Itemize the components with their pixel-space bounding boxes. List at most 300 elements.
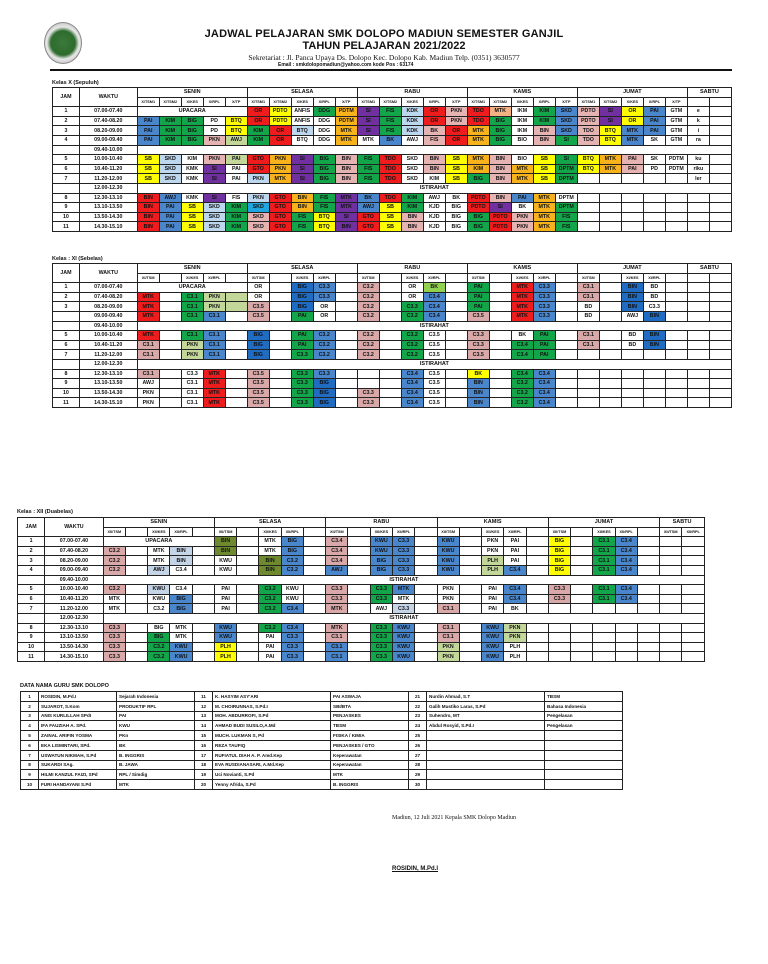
- subject-cell: C3.5: [423, 340, 445, 350]
- subject-cell: KWU: [214, 556, 236, 566]
- subject-cell: C3.1: [137, 340, 159, 350]
- break-row: ISTIRAHAT: [137, 183, 731, 193]
- subject-cell: SI: [555, 135, 577, 145]
- teacher-name: RUFIATUL DIAH A. P. Amd.Kep: [213, 750, 331, 760]
- class-xi-label: Kelas : XI (Sebelas): [52, 256, 103, 262]
- teacher-number: 6: [21, 740, 39, 750]
- subject-cell: PAI: [159, 222, 181, 232]
- subject-cell: [159, 379, 181, 389]
- subject-cell: [459, 556, 481, 566]
- subject-cell: C3.5: [247, 369, 269, 379]
- period-number: 5: [53, 155, 80, 165]
- subject-cell: C3.3: [281, 642, 303, 652]
- teacher-subject: Bahasa Indonesia: [545, 701, 623, 711]
- subject-cell: C3.3: [533, 311, 555, 321]
- table-row: [53, 369, 732, 379]
- subject-cell: BIN: [423, 164, 445, 174]
- subject-cell: [379, 398, 401, 408]
- subject-cell: BIN: [291, 193, 313, 203]
- subject-cell: [303, 633, 325, 643]
- subclass-header: XII/KES: [593, 527, 615, 537]
- subject-cell: C3.3: [103, 642, 125, 652]
- break-row: ISTIRAHAT: [103, 575, 704, 585]
- subject-cell: [445, 379, 467, 389]
- subject-cell: IKM: [511, 107, 533, 117]
- subject-cell: [348, 594, 370, 604]
- subject-cell: SI: [291, 174, 313, 184]
- subject-cell: [526, 652, 548, 662]
- teacher-subject: B. JAWA: [117, 760, 195, 770]
- subject-cell: PDTO: [269, 116, 291, 126]
- subclass-header: XI/KES: [511, 273, 533, 283]
- teacher-subject: PKn: [117, 731, 195, 741]
- subject-cell: BIG: [291, 292, 313, 302]
- subclass-header: X/TSM1: [247, 97, 269, 107]
- subject-cell: C3.1: [203, 311, 225, 321]
- subject-cell: [687, 350, 709, 360]
- subclass-header: [459, 527, 481, 537]
- subject-cell: C3.2: [357, 283, 379, 293]
- subject-cell: [269, 398, 291, 408]
- subject-cell: C3.3: [370, 652, 392, 662]
- day-header-sabtu: SABTU: [687, 88, 731, 98]
- subject-cell: BIG: [291, 283, 313, 293]
- subject-cell: [687, 212, 709, 222]
- teacher-subject: PENJASKES: [331, 711, 409, 721]
- teacher-number: 8: [21, 760, 39, 770]
- subject-cell: BTQ: [577, 155, 599, 165]
- subject-cell: [303, 537, 325, 547]
- subject-cell: ANFIS: [291, 107, 313, 117]
- subject-cell: [459, 652, 481, 662]
- subject-cell: [599, 388, 621, 398]
- subject-cell: GTO: [269, 222, 291, 232]
- subject-cell: C3.4: [326, 556, 348, 566]
- subject-cell: SI: [357, 116, 379, 126]
- subject-cell: [599, 369, 621, 379]
- subject-cell: PKN: [247, 174, 269, 184]
- subject-cell: FIS: [423, 135, 445, 145]
- subject-cell: KWU: [214, 633, 236, 643]
- subject-cell: PDTO: [467, 193, 489, 203]
- period-number: 8: [18, 623, 45, 633]
- subject-cell: PLH: [482, 565, 504, 575]
- subject-cell: SKD: [401, 164, 423, 174]
- subclass-header: XI/KES: [621, 273, 643, 283]
- column-header-waktu: WAKTU: [79, 264, 137, 283]
- subject-cell: [269, 350, 291, 360]
- subject-cell: [615, 623, 637, 633]
- subject-cell: SKD: [247, 222, 269, 232]
- subject-cell: BIN: [214, 537, 236, 547]
- period-number: 4: [18, 565, 45, 575]
- subject-cell: PAI: [159, 212, 181, 222]
- subject-cell: [709, 302, 731, 312]
- subject-cell: C3.3: [392, 565, 414, 575]
- table-row: [53, 311, 732, 321]
- teacher-number: 29: [409, 770, 427, 780]
- subject-cell: PAI: [482, 585, 504, 595]
- subject-cell: MTK: [392, 594, 414, 604]
- subject-cell: BIN: [137, 203, 159, 213]
- day-header-sabtu: SABTU: [687, 264, 731, 274]
- subject-cell: MTK: [203, 379, 225, 389]
- subject-cell: C3.3: [370, 585, 392, 595]
- subject-cell: MTK: [511, 311, 533, 321]
- subject-cell: SKD: [401, 155, 423, 165]
- period-time: 10.00-10.40: [45, 585, 104, 595]
- teacher-subject: [545, 750, 623, 760]
- subject-cell: MTK: [511, 164, 533, 174]
- subject-cell: C3.4: [504, 565, 526, 575]
- column-header-jam: JAM: [18, 518, 45, 537]
- subject-cell: GTO: [247, 155, 269, 165]
- period-time: 14.30-15.10: [79, 398, 137, 408]
- subject-cell: C3.3: [392, 556, 414, 566]
- subject-cell: SB: [137, 174, 159, 184]
- subject-cell: C3.1: [437, 604, 459, 614]
- subject-cell: SB: [181, 222, 203, 232]
- period-time: 07.40-08.20: [79, 292, 137, 302]
- subject-cell: AWJ: [357, 203, 379, 213]
- subject-cell: C3.3: [548, 585, 570, 595]
- subject-cell: C3.1: [437, 623, 459, 633]
- subject-cell: SI: [555, 155, 577, 165]
- teacher-subject: FISIKA / KIMIA: [331, 731, 409, 741]
- subject-cell: FIS: [357, 174, 379, 184]
- subject-cell: C3.4: [281, 623, 303, 633]
- subject-cell: [660, 537, 682, 547]
- teacher-subject: Keperawatan: [331, 750, 409, 760]
- subject-cell: C3.2: [148, 604, 170, 614]
- subject-cell: C3.2: [259, 604, 281, 614]
- subject-cell: [555, 331, 577, 341]
- table-row: [18, 623, 705, 633]
- subject-cell: BIG: [313, 388, 335, 398]
- teacher-name: [427, 740, 545, 750]
- subclass-header: XI/TSM: [247, 273, 269, 283]
- subject-cell: riku: [687, 164, 709, 174]
- class-xii-schedule-table: [17, 517, 705, 662]
- period-time: 09.40-10.00: [45, 575, 104, 585]
- period-number: 2: [53, 116, 80, 126]
- subject-cell: OR: [621, 116, 643, 126]
- subject-cell: MTK: [467, 126, 489, 136]
- day-header-kamis: KAMIS: [437, 518, 548, 528]
- signature-name: ROSIDIN, M.Pd.I: [392, 866, 439, 872]
- subject-cell: [192, 594, 214, 604]
- subject-cell: [379, 283, 401, 293]
- subject-cell: C3.3: [392, 537, 414, 547]
- subject-cell: [709, 388, 731, 398]
- period-number: 7: [53, 174, 80, 184]
- subclass-header: XII/RPL: [615, 527, 637, 537]
- subject-cell: [599, 174, 621, 184]
- subject-cell: [303, 546, 325, 556]
- subject-cell: C3.4: [615, 537, 637, 547]
- subject-cell: PAI: [259, 633, 281, 643]
- subject-cell: [335, 379, 357, 389]
- subject-cell: C3.2: [401, 350, 423, 360]
- subject-cell: BIG: [247, 340, 269, 350]
- subject-cell: MTK: [137, 311, 159, 321]
- subclass-header: X/TSM1: [577, 97, 599, 107]
- subject-cell: MTK: [511, 174, 533, 184]
- teacher-number: 18: [195, 760, 213, 770]
- subject-cell: KDK: [401, 116, 423, 126]
- subject-cell: [348, 537, 370, 547]
- subject-cell: [665, 340, 687, 350]
- period-time: 10.00-10.40: [79, 331, 137, 341]
- subject-cell: C3.3: [313, 292, 335, 302]
- subject-cell: [665, 311, 687, 321]
- subclass-header: XI/RPL: [533, 273, 555, 283]
- day-header-kamis: KAMIS: [467, 264, 577, 274]
- subject-cell: MTK: [137, 331, 159, 341]
- subject-cell: [577, 174, 599, 184]
- subclass-header: XII/KES: [482, 527, 504, 537]
- subject-cell: [687, 398, 709, 408]
- teacher-number: 30: [409, 780, 427, 790]
- subject-cell: [643, 203, 665, 213]
- subject-cell: C3.2: [313, 340, 335, 350]
- subject-cell: C3.1: [577, 292, 599, 302]
- subject-cell: SB: [379, 203, 401, 213]
- subject-cell: [526, 633, 548, 643]
- subject-cell: C3.1: [203, 350, 225, 360]
- subject-cell: BK: [511, 203, 533, 213]
- subclass-header: [445, 273, 467, 283]
- subject-cell: SB: [533, 155, 555, 165]
- subject-cell: MTK: [203, 388, 225, 398]
- subject-cell: MTK: [511, 283, 533, 293]
- subject-cell: [379, 302, 401, 312]
- table-row: [53, 379, 732, 389]
- subject-cell: OR: [401, 292, 423, 302]
- subject-cell: [577, 350, 599, 360]
- subject-cell: DPTM: [555, 164, 577, 174]
- subject-cell: [621, 388, 643, 398]
- subject-cell: [660, 594, 682, 604]
- subject-cell: [571, 633, 593, 643]
- subject-cell: ANFIS: [291, 116, 313, 126]
- subject-cell: [303, 642, 325, 652]
- subject-cell: [555, 302, 577, 312]
- subject-cell: [526, 585, 548, 595]
- subject-cell: [637, 585, 659, 595]
- subject-cell: [125, 594, 147, 604]
- subject-cell: [459, 633, 481, 643]
- subject-cell: AWJ: [148, 565, 170, 575]
- period-number: 6: [18, 594, 45, 604]
- subject-cell: [593, 623, 615, 633]
- subject-cell: [709, 126, 731, 136]
- subject-cell: BIG: [313, 379, 335, 389]
- subject-cell: PAI: [467, 292, 489, 302]
- table-row: [53, 203, 732, 213]
- subject-cell: MTK: [335, 203, 357, 213]
- subject-cell: [615, 633, 637, 643]
- subject-cell: [159, 311, 181, 321]
- subject-cell: KWU: [437, 565, 459, 575]
- subject-cell: [687, 203, 709, 213]
- subject-cell: C3.2: [103, 585, 125, 595]
- subject-cell: SKD: [203, 222, 225, 232]
- subject-cell: [621, 398, 643, 408]
- subject-cell: KWU: [392, 652, 414, 662]
- subject-cell: [459, 623, 481, 633]
- column-header-jam: JAM: [53, 88, 80, 107]
- subject-cell: [335, 388, 357, 398]
- teacher-number: 1: [21, 692, 39, 702]
- subject-cell: [459, 604, 481, 614]
- subject-cell: [379, 388, 401, 398]
- subject-cell: [159, 369, 181, 379]
- teacher-number: 9: [21, 770, 39, 780]
- subject-cell: BTQ: [599, 135, 621, 145]
- subject-cell: C3.3: [533, 283, 555, 293]
- subject-cell: C3.2: [148, 652, 170, 662]
- teacher-name: K. HASYIM ASY'ARI: [213, 692, 331, 702]
- period-time: 11.20-12.00: [45, 604, 104, 614]
- subject-cell: [489, 369, 511, 379]
- table-row: [53, 222, 732, 232]
- subject-cell: KWU: [437, 546, 459, 556]
- subject-cell: SB: [181, 212, 203, 222]
- subject-cell: [709, 193, 731, 203]
- subject-cell: PDTO: [467, 203, 489, 213]
- subject-cell: C3.4: [401, 388, 423, 398]
- subject-cell: GTM: [665, 135, 687, 145]
- subject-cell: C3.4: [170, 565, 192, 575]
- subject-cell: C3.5: [247, 379, 269, 389]
- subject-cell: KIM: [533, 107, 555, 117]
- subject-cell: SKD: [247, 203, 269, 213]
- subject-cell: PLH: [504, 652, 526, 662]
- subclass-header: XI/RPL: [203, 273, 225, 283]
- subject-cell: C3.3: [357, 388, 379, 398]
- subject-cell: C3.3: [370, 633, 392, 643]
- subject-cell: C3.1: [577, 340, 599, 350]
- teacher-name: ANIS KURLILLAH SPdI: [39, 711, 117, 721]
- subject-cell: [526, 623, 548, 633]
- subject-cell: C3.2: [103, 546, 125, 556]
- subject-cell: [660, 604, 682, 614]
- day-header-rabu: RABU: [326, 518, 437, 528]
- teacher-name: [427, 731, 545, 741]
- teacher-name: USWATUN NIKMAH, S.Pd: [39, 750, 117, 760]
- period-time: 11.20-12.00: [79, 174, 137, 184]
- teacher-row: [21, 740, 623, 750]
- subject-cell: [709, 398, 731, 408]
- subject-cell: [643, 369, 665, 379]
- subject-cell: FIS: [291, 222, 313, 232]
- subject-cell: C3.4: [401, 369, 423, 379]
- subject-cell: SI: [291, 155, 313, 165]
- subject-cell: [159, 350, 181, 360]
- period-time: 07.40-08.20: [45, 546, 104, 556]
- subject-cell: C3.3: [181, 369, 203, 379]
- subject-cell: [225, 350, 247, 360]
- period-number: 9: [18, 633, 45, 643]
- teacher-row: [21, 711, 623, 721]
- subject-cell: [637, 652, 659, 662]
- subject-cell: C3.2: [357, 350, 379, 360]
- subject-cell: [269, 369, 291, 379]
- teacher-name: FURI HANDAYANI S.Pd: [39, 780, 117, 790]
- subclass-header: [709, 273, 731, 283]
- teacher-subject: BK: [117, 740, 195, 750]
- subject-cell: C3.3: [281, 633, 303, 643]
- subject-cell: OR: [423, 116, 445, 126]
- subject-cell: [682, 604, 705, 614]
- subject-cell: C3.4: [615, 594, 637, 604]
- subclass-header: [125, 527, 147, 537]
- subject-cell: [225, 292, 247, 302]
- subject-cell: BK: [379, 135, 401, 145]
- subclass-header: [303, 527, 325, 537]
- subject-cell: [237, 556, 259, 566]
- subject-cell: IKM: [511, 116, 533, 126]
- subject-cell: [665, 212, 687, 222]
- subject-cell: TDO: [467, 116, 489, 126]
- subject-cell: [709, 107, 731, 117]
- subject-cell: [637, 556, 659, 566]
- subject-cell: C3.2: [313, 350, 335, 360]
- subject-cell: MTK: [269, 174, 291, 184]
- subject-cell: C3.1: [181, 311, 203, 321]
- subject-cell: BIN: [643, 331, 665, 341]
- subject-cell: BIN: [423, 155, 445, 165]
- subject-cell: [459, 585, 481, 595]
- subject-cell: [526, 642, 548, 652]
- teacher-subject: RPL / Simdig: [117, 770, 195, 780]
- table-row: [18, 604, 705, 614]
- subject-cell: [665, 193, 687, 203]
- subject-cell: MTK: [137, 292, 159, 302]
- subject-cell: KDK: [401, 107, 423, 117]
- subclass-header: XII/RPL: [682, 527, 705, 537]
- subclass-header: XI/TSM: [357, 273, 379, 283]
- subject-cell: SKD: [555, 126, 577, 136]
- subject-cell: [459, 565, 481, 575]
- subclass-header: X/TSM1: [467, 97, 489, 107]
- subject-cell: C3.5: [423, 388, 445, 398]
- break-row: ISTIRAHAT: [137, 321, 731, 331]
- period-number: 7: [53, 350, 80, 360]
- subject-cell: BIG: [313, 155, 335, 165]
- subject-cell: BIN: [467, 388, 489, 398]
- subject-cell: C3.2: [401, 311, 423, 321]
- subject-cell: MTK: [621, 126, 643, 136]
- subject-cell: C3.4: [401, 379, 423, 389]
- subject-cell: [621, 193, 643, 203]
- column-header-jam: JAM: [53, 264, 80, 283]
- subject-cell: [709, 174, 731, 184]
- period-time: 10.40-11.20: [79, 164, 137, 174]
- subclass-header: X/TSM2: [599, 97, 621, 107]
- subject-cell: [526, 594, 548, 604]
- subclass-header: XI/TSM: [467, 273, 489, 283]
- subject-cell: C3.1: [326, 652, 348, 662]
- subject-cell: PKN: [482, 537, 504, 547]
- subject-cell: C3.2: [511, 388, 533, 398]
- subject-cell: KWU: [281, 585, 303, 595]
- table-row: [18, 652, 705, 662]
- subject-cell: KJD: [423, 203, 445, 213]
- subject-cell: C3.3: [467, 340, 489, 350]
- teacher-name: SUKARDI SAg.: [39, 760, 117, 770]
